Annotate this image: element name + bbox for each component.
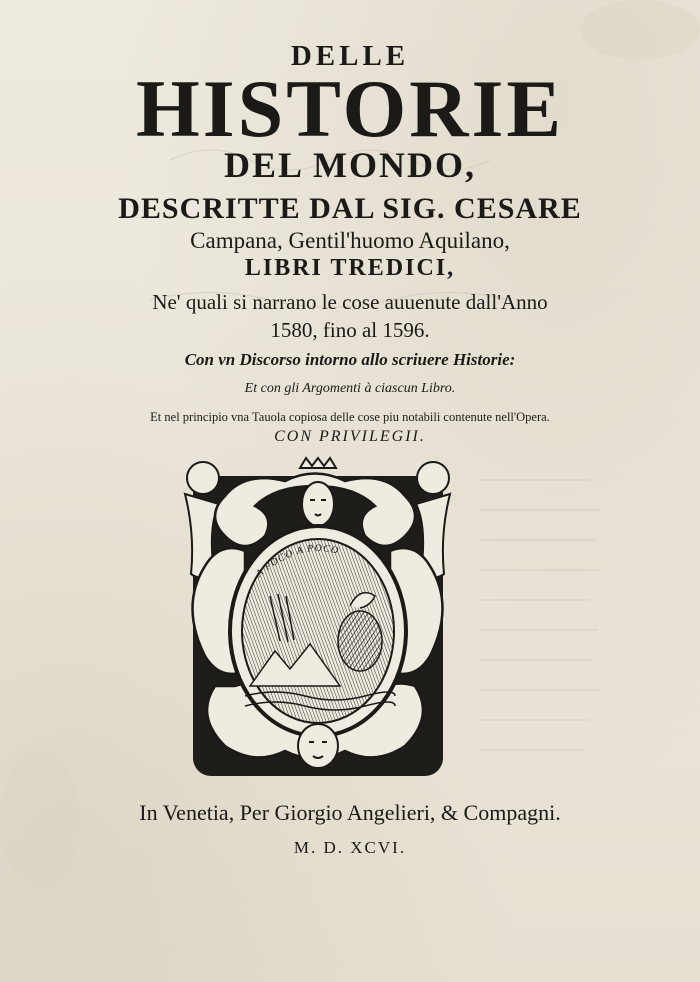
printers-woodcut-emblem xyxy=(175,456,460,786)
author-line: DESCRITTE DAL SIG. CESARE xyxy=(118,192,582,225)
years-line: 1580, fino al 1596. xyxy=(270,318,430,342)
title-line-delle: DELLE xyxy=(290,40,410,72)
title-line-historie: HISTORIE xyxy=(135,63,565,154)
crowned-face xyxy=(300,458,336,526)
emblem-motto-text: A POCO A POCO xyxy=(253,542,341,580)
table-line: Et nel principio vna Tauola copiosa delle cose piu notabili contenute nell'Opera. xyxy=(150,410,550,424)
books-line: LIBRI TREDICI, xyxy=(244,255,456,281)
arguments-line: Et con gli Argomenti à ciascun Libro. xyxy=(244,381,456,396)
author-origin-line: Campana, Gentil'huomo Aquilano, xyxy=(190,228,510,253)
imprint-line: In Venetia, Per Giorgio Angelieri, & Compagni. xyxy=(139,800,561,825)
description-line: Ne' quali si narrano le cose auuenute dall'Anno xyxy=(152,290,548,314)
discourse-line: Con vn Discorso intorno allo scriuere Historie: xyxy=(184,350,516,369)
title-line-del-mondo: DEL MONDO, xyxy=(223,145,476,185)
bottom-mask-face xyxy=(298,724,338,768)
privilege-line: CON PRIVILEGII. xyxy=(274,428,426,445)
imprint-year: M. D. XCVI. xyxy=(293,838,407,857)
